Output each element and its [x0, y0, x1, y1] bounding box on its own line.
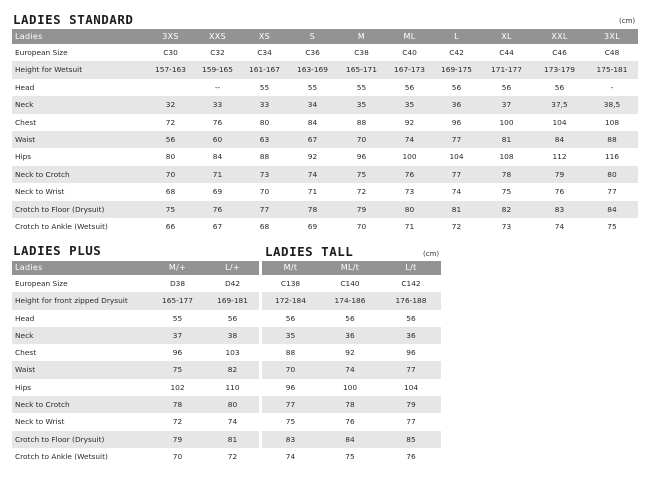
standard-header-cell: XXL: [533, 29, 586, 44]
standard-header-cell: ML: [386, 29, 433, 44]
table-cell: 104: [433, 148, 480, 165]
table-cell: 171-177: [480, 61, 533, 78]
table-cell: 81: [480, 131, 533, 148]
tall-header-cell: M/t: [262, 261, 319, 275]
table-cell: 84: [288, 114, 337, 131]
table-cell: 165-177: [149, 292, 206, 309]
table-row: [12, 413, 259, 430]
table-row: [12, 44, 638, 61]
table-cell: 75: [586, 218, 638, 235]
table-cell: 74: [386, 131, 433, 148]
table-row: [12, 201, 638, 218]
tall-header-row: [262, 261, 441, 275]
table-cell: 71: [288, 183, 337, 200]
table-cell: 38,5: [586, 96, 638, 113]
plus-header-cell: M/+: [149, 261, 206, 275]
table-cell: 67: [194, 218, 241, 235]
table-cell: 96: [337, 148, 386, 165]
table-cell: 83: [262, 431, 319, 448]
table-cell: 36: [319, 327, 381, 344]
table-cell: 55: [337, 79, 386, 96]
table-cell: 56: [433, 79, 480, 96]
table-cell: 88: [262, 344, 319, 361]
row-label: Crotch to Ankle (Wetsuit): [12, 218, 147, 235]
table-cell: 36: [433, 96, 480, 113]
table-cell: 77: [433, 166, 480, 183]
table-cell: 88: [337, 114, 386, 131]
tall-header-cell: ML/t: [319, 261, 381, 275]
standard-size-table: [12, 29, 638, 235]
table-cell: -: [586, 79, 638, 96]
table-cell: 33: [194, 96, 241, 113]
plus-header-cell: L/+: [206, 261, 259, 275]
table-cell: 74: [206, 413, 259, 430]
table-cell: 79: [533, 166, 586, 183]
table-cell: 104: [381, 379, 441, 396]
table-cell: C142: [381, 275, 441, 292]
standard-body: [12, 44, 638, 235]
table-cell: 161-167: [241, 61, 288, 78]
standard-header-row: [12, 29, 638, 44]
table-cell: 72: [337, 183, 386, 200]
table-cell: 71: [386, 218, 433, 235]
table-row: [12, 431, 259, 448]
table-cell: 33: [241, 96, 288, 113]
table-cell: 56: [147, 131, 194, 148]
table-row: [262, 275, 441, 292]
table-cell: 78: [319, 396, 381, 413]
table-cell: 60: [194, 131, 241, 148]
table-cell: C38: [337, 44, 386, 61]
table-cell: 70: [337, 218, 386, 235]
row-label: Neck to Wrist: [12, 413, 149, 430]
table-cell: 80: [206, 396, 259, 413]
table-cell: 169-175: [433, 61, 480, 78]
table-cell: C44: [480, 44, 533, 61]
table-cell: 75: [147, 201, 194, 218]
row-label: Height for front zipped Drysuit: [12, 292, 149, 309]
table-cell: 103: [206, 344, 259, 361]
table-cell: 75: [337, 166, 386, 183]
table-cell: 165-171: [337, 61, 386, 78]
table-cell: C46: [533, 44, 586, 61]
table-cell: 102: [149, 379, 206, 396]
table-cell: 108: [586, 114, 638, 131]
table-cell: 34: [288, 96, 337, 113]
table-cell: 100: [386, 148, 433, 165]
table-cell: 84: [194, 148, 241, 165]
table-cell: 35: [262, 327, 319, 344]
plus-header-row: [12, 261, 259, 275]
table-row: [262, 379, 441, 396]
table-row: [262, 448, 441, 465]
table-cell: C138: [262, 275, 319, 292]
table-row: [12, 448, 259, 465]
tall-size-table: [262, 261, 441, 465]
row-label: Crotch to Floor (Drysuit): [12, 201, 147, 218]
table-cell: 55: [149, 310, 206, 327]
table-cell: 74: [319, 361, 381, 378]
standard-header-cell: XL: [480, 29, 533, 44]
table-cell: 80: [586, 166, 638, 183]
table-row: [262, 292, 441, 309]
table-cell: 77: [241, 201, 288, 218]
table-row: [12, 148, 638, 165]
table-cell: 56: [480, 79, 533, 96]
table-cell: 68: [241, 218, 288, 235]
table-cell: 56: [533, 79, 586, 96]
table-cell: 92: [288, 148, 337, 165]
table-cell: 157-163: [147, 61, 194, 78]
table-row: [12, 379, 259, 396]
table-cell: 63: [241, 131, 288, 148]
row-label: Waist: [12, 361, 149, 378]
row-label: European Size: [12, 44, 147, 61]
table-row: [262, 344, 441, 361]
table-cell: 70: [262, 361, 319, 378]
table-cell: 174-186: [319, 292, 381, 309]
table-cell: 69: [194, 183, 241, 200]
standard-header-cell: XXS: [194, 29, 241, 44]
table-cell: 36: [381, 327, 441, 344]
table-cell: 81: [433, 201, 480, 218]
table-cell: 169-181: [206, 292, 259, 309]
table-cell: 37,5: [533, 96, 586, 113]
table-cell: 67: [288, 131, 337, 148]
table-cell: 74: [262, 448, 319, 465]
row-label: Hips: [12, 148, 147, 165]
table-row: [12, 396, 259, 413]
table-cell: 69: [288, 218, 337, 235]
table-cell: 104: [533, 114, 586, 131]
table-cell: 80: [241, 114, 288, 131]
table-cell: 108: [480, 148, 533, 165]
row-label: Waist: [12, 131, 147, 148]
table-cell: 85: [381, 431, 441, 448]
table-cell: 96: [262, 379, 319, 396]
table-cell: C30: [147, 44, 194, 61]
row-label: Neck: [12, 327, 149, 344]
table-cell: 76: [194, 201, 241, 218]
table-cell: C40: [386, 44, 433, 61]
table-cell: 110: [206, 379, 259, 396]
table-row: [262, 431, 441, 448]
table-cell: 96: [433, 114, 480, 131]
table-cell: 175-181: [586, 61, 638, 78]
standard-title: LADIES STANDARD: [13, 12, 134, 27]
table-cell: 80: [386, 201, 433, 218]
table-row: [262, 413, 441, 430]
table-row: [12, 166, 638, 183]
standard-header-cell: S: [288, 29, 337, 44]
row-label: Neck to Crotch: [12, 396, 149, 413]
table-cell: 77: [433, 131, 480, 148]
table-cell: 92: [386, 114, 433, 131]
table-cell: 32: [147, 96, 194, 113]
table-cell: 88: [241, 148, 288, 165]
table-row: [262, 396, 441, 413]
table-cell: C42: [433, 44, 480, 61]
table-cell: 74: [433, 183, 480, 200]
standard-header-cell: XS: [241, 29, 288, 44]
table-cell: C36: [288, 44, 337, 61]
table-row: [12, 131, 638, 148]
table-cell: 167-173: [386, 61, 433, 78]
table-cell: 38: [206, 327, 259, 344]
table-cell: 37: [480, 96, 533, 113]
table-row: [12, 218, 638, 235]
row-label: Height for Wetsuit: [12, 61, 147, 78]
row-label: European Size: [12, 275, 149, 292]
table-cell: 56: [262, 310, 319, 327]
table-cell: 96: [149, 344, 206, 361]
table-cell: 76: [386, 166, 433, 183]
table-cell: 72: [147, 114, 194, 131]
table-cell: 75: [262, 413, 319, 430]
table-cell: 70: [337, 131, 386, 148]
table-cell: 74: [288, 166, 337, 183]
tall-title: LADIES TALL: [265, 244, 354, 259]
standard-header-cell: 3XS: [147, 29, 194, 44]
row-label: Neck to Wrist: [12, 183, 147, 200]
table-cell: C48: [586, 44, 638, 61]
table-row: [262, 361, 441, 378]
table-cell: 68: [147, 183, 194, 200]
table-cell: C32: [194, 44, 241, 61]
table-cell: 82: [206, 361, 259, 378]
table-cell: 66: [147, 218, 194, 235]
tall-header-cell: L/t: [381, 261, 441, 275]
table-cell: 37: [149, 327, 206, 344]
table-cell: 100: [480, 114, 533, 131]
table-cell: --: [194, 79, 241, 96]
table-cell: 82: [480, 201, 533, 218]
table-cell: 173-179: [533, 61, 586, 78]
table-cell: 77: [381, 413, 441, 430]
table-cell: 78: [149, 396, 206, 413]
table-row: [12, 61, 638, 78]
table-cell: 80: [147, 148, 194, 165]
table-row: [12, 361, 259, 378]
table-cell: 73: [241, 166, 288, 183]
tall-unit: (cm): [423, 250, 440, 258]
plus-body: [12, 275, 259, 465]
row-label: Crotch to Floor (Drysuit): [12, 431, 149, 448]
table-cell: 172-184: [262, 292, 319, 309]
table-cell: 73: [386, 183, 433, 200]
table-cell: 81: [206, 431, 259, 448]
table-cell: 70: [147, 166, 194, 183]
row-label: Head: [12, 79, 147, 96]
table-cell: 72: [206, 448, 259, 465]
standard-header-cell: L: [433, 29, 480, 44]
table-cell: 84: [586, 201, 638, 218]
table-cell: 92: [319, 344, 381, 361]
table-cell: 75: [480, 183, 533, 200]
table-row: [12, 114, 638, 131]
tall-body: [262, 275, 441, 465]
table-cell: 56: [319, 310, 381, 327]
table-cell: 100: [319, 379, 381, 396]
row-label: Head: [12, 310, 149, 327]
table-cell: 76: [319, 413, 381, 430]
table-cell: 70: [241, 183, 288, 200]
row-label: Hips: [12, 379, 149, 396]
table-cell: 75: [149, 361, 206, 378]
row-label: Chest: [12, 344, 149, 361]
row-label: Chest: [12, 114, 147, 131]
table-cell: C34: [241, 44, 288, 61]
table-cell: 77: [586, 183, 638, 200]
table-cell: 35: [337, 96, 386, 113]
table-cell: 72: [433, 218, 480, 235]
plus-size-table: [12, 261, 259, 465]
table-cell: 79: [149, 431, 206, 448]
table-cell: 116: [586, 148, 638, 165]
table-cell: 55: [241, 79, 288, 96]
table-cell: 112: [533, 148, 586, 165]
table-cell: 72: [149, 413, 206, 430]
table-cell: 88: [586, 131, 638, 148]
table-row: [12, 310, 259, 327]
table-row: [262, 327, 441, 344]
table-cell: 84: [533, 131, 586, 148]
table-cell: 163-169: [288, 61, 337, 78]
table-cell: 75: [319, 448, 381, 465]
table-cell: 84: [319, 431, 381, 448]
table-cell: 71: [194, 166, 241, 183]
plus-header-cell: Ladies: [12, 261, 149, 275]
standard-unit: (cm): [619, 17, 636, 25]
table-cell: 77: [381, 361, 441, 378]
table-cell: 73: [480, 218, 533, 235]
row-label: Crotch to Ankle (Wetsuit): [12, 448, 149, 465]
table-row: [12, 79, 638, 96]
table-row: [262, 310, 441, 327]
table-row: [12, 96, 638, 113]
plus-title: LADIES PLUS: [13, 243, 102, 258]
standard-header-cell: Ladies: [12, 29, 147, 44]
table-row: [12, 183, 638, 200]
row-label: Neck to Crotch: [12, 166, 147, 183]
table-cell: 77: [262, 396, 319, 413]
table-row: [12, 344, 259, 361]
table-row: [12, 292, 259, 309]
table-cell: C140: [319, 275, 381, 292]
table-cell: 56: [381, 310, 441, 327]
table-cell: 76: [381, 448, 441, 465]
table-cell: 74: [533, 218, 586, 235]
standard-header-cell: M: [337, 29, 386, 44]
table-cell: 176-188: [381, 292, 441, 309]
table-cell: 79: [337, 201, 386, 218]
table-row: [12, 327, 259, 344]
table-cell: 78: [480, 166, 533, 183]
table-cell: 78: [288, 201, 337, 218]
table-cell: 70: [149, 448, 206, 465]
table-cell: [147, 79, 194, 96]
table-cell: 159-165: [194, 61, 241, 78]
table-cell: 76: [194, 114, 241, 131]
table-cell: 83: [533, 201, 586, 218]
table-cell: 76: [533, 183, 586, 200]
table-cell: 35: [386, 96, 433, 113]
standard-header-cell: 3XL: [586, 29, 638, 44]
table-row: [12, 275, 259, 292]
row-label: Neck: [12, 96, 147, 113]
table-cell: 96: [381, 344, 441, 361]
table-cell: 56: [386, 79, 433, 96]
table-cell: 56: [206, 310, 259, 327]
table-cell: 55: [288, 79, 337, 96]
table-cell: D42: [206, 275, 259, 292]
table-cell: D38: [149, 275, 206, 292]
table-cell: 79: [381, 396, 441, 413]
